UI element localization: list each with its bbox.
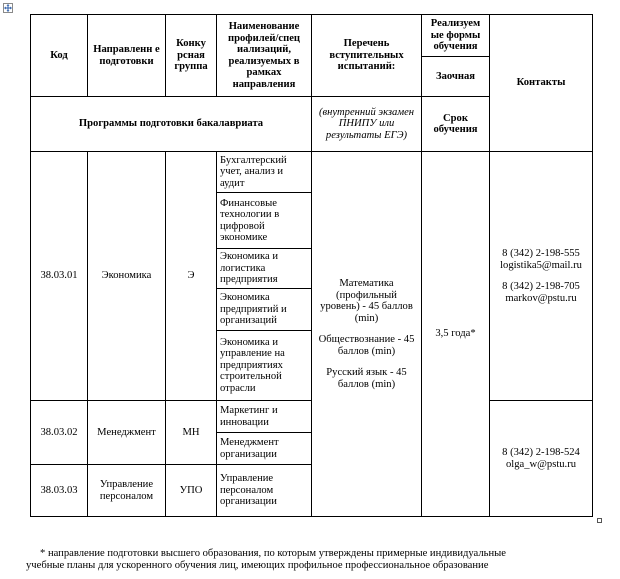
contact-phone: 8 (342) 2-198-555: [502, 248, 580, 259]
footnote: [26, 548, 600, 572]
exams-cell: [312, 152, 422, 517]
duration-cell: 3,5 года*: [422, 152, 490, 517]
contact-email: logistika5@mail.ru: [500, 259, 582, 271]
header-code: Код: [31, 15, 88, 97]
admissions-table: [30, 14, 593, 517]
profile-cell: Финансовые технологии в цифровой экономике: [217, 193, 312, 249]
header-direction: Направленн е подготовки: [88, 15, 166, 97]
header-contacts: Контакты: [490, 15, 593, 152]
table-resize-handle[interactable]: [597, 518, 602, 523]
contacts-cell-a: [490, 152, 593, 401]
row-direction: Менеджмент: [88, 401, 166, 465]
header-group: Конку рсная группа: [166, 15, 217, 97]
contacts-cell-b: [490, 401, 593, 517]
profile-cell: Экономика и управление на предприятиях строительной отрасли: [217, 331, 312, 401]
header-profiles: Наименование профилей/спец иализаций, реализуемых в рамках направления: [217, 15, 312, 97]
row-group: МН: [166, 401, 217, 465]
table-move-handle-icon[interactable]: [3, 3, 13, 13]
profile-cell: Экономика и логистика предприятия: [217, 249, 312, 289]
profile-cell: Экономика предприятий и организаций: [217, 289, 312, 331]
contact-phone: 8 (342) 2-198-705: [502, 281, 580, 292]
contact-email: olga_w@pstu.ru: [505, 458, 577, 470]
header-term: Срок обучения: [422, 97, 490, 152]
row-code: 38.03.03: [31, 465, 88, 517]
exam-note: (внутренний экзамен ПНИПУ или результаты ЕГЭ): [312, 97, 422, 152]
contact-email: markov@pstu.ru: [505, 292, 577, 304]
header-exams: Перечень вступительных испытаний:: [312, 15, 422, 97]
header-zaochnaya: Заочная: [422, 57, 490, 97]
profile-cell: Менеджмент организации: [217, 433, 312, 465]
profile-cell: Управление персоналом организации: [217, 465, 312, 517]
footnote-line: * направление подготовки высшего образования, по которым утверждены примерные индивидуальные: [40, 548, 506, 559]
row-code: 38.03.02: [31, 401, 88, 465]
section-title: Программы подготовки бакалавриата: [31, 97, 312, 152]
row-direction: Экономика: [88, 152, 166, 401]
row-group: Э: [166, 152, 217, 401]
row-code: 38.03.01: [31, 152, 88, 401]
contact-phone: 8 (342) 2-198-524: [502, 447, 580, 458]
exam-math: Математика (профильный уровень) - 45 баллов (min): [320, 278, 413, 324]
row-direction: Управление персоналом: [88, 465, 166, 517]
exam-russian: Русский язык - 45 баллов (min): [326, 367, 407, 390]
header-forms: Реализуем ые формы обучения: [422, 15, 490, 57]
profile-cell: Бухгалтерский учет, анализ и аудит: [217, 152, 312, 193]
exam-social: Обществознание - 45 баллов (min): [318, 334, 415, 357]
row-group: УПО: [166, 465, 217, 517]
footnote-line: учебные планы для ускоренного обучения лиц, имеющих профильное профессиональное образование: [26, 560, 489, 571]
profile-cell: Маркетинг и инновации: [217, 401, 312, 433]
